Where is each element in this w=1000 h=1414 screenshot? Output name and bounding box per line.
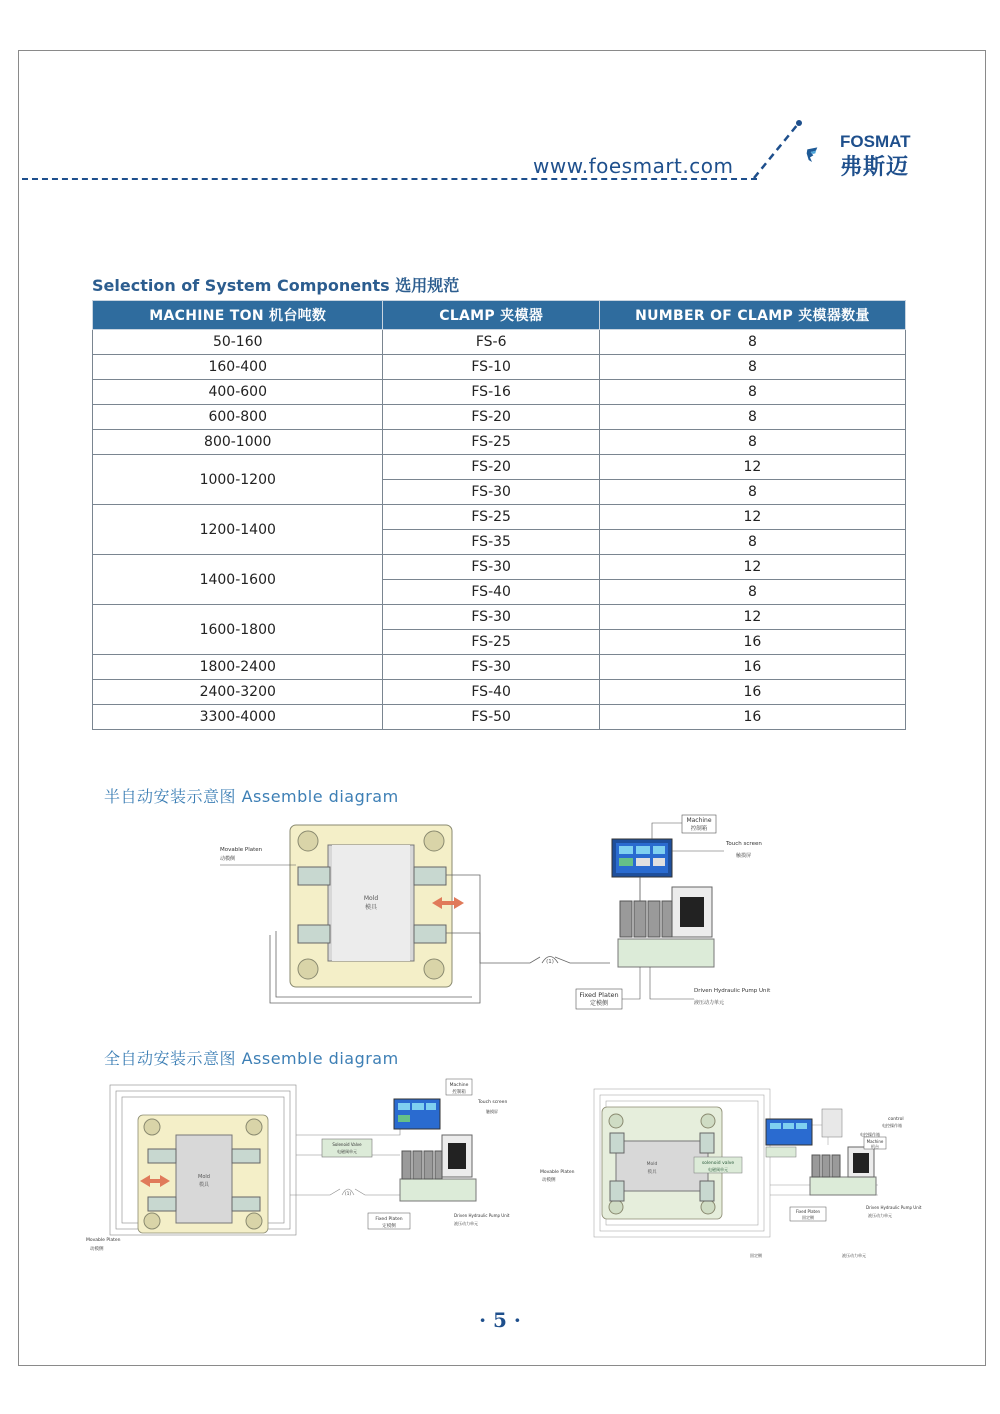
cell-clamp: FS-40 [383, 580, 599, 605]
label-fixed-platen: Fixed Platen [579, 991, 619, 999]
fa-right-label-bottom-left: 固定侧 [750, 1253, 762, 1258]
fa-left-label-solenoid: Solenoid Valve [332, 1142, 362, 1147]
fa-right-label-movable-platen-cn: 动模侧 [542, 1178, 556, 1183]
label-machine-cn: 控制箱 [690, 826, 708, 832]
table-row [93, 505, 906, 530]
page-number: · 5 · [479, 1308, 521, 1332]
label-mold: Mold [363, 895, 379, 902]
table-row [93, 330, 906, 355]
fa-right-label-fixed-platen: Fixed Platen [795, 1209, 821, 1214]
full-auto-diagram-left [80, 1075, 530, 1260]
fa-right-label-movable-platen: Movable Platen [540, 1170, 575, 1175]
cell-qty: 8 [599, 355, 905, 380]
fa-right-label-control: control [888, 1117, 904, 1122]
fa-right-label-mold-cn: 模具 [647, 1170, 657, 1175]
spec-section-title: Selection of System Components 选用规范 [92, 276, 460, 295]
label-machine: Machine [686, 817, 712, 824]
label-movable-platen: Movable Platen [220, 847, 263, 853]
fa-left-label-machine: Machine [449, 1083, 469, 1088]
cell-clamp: FS-6 [383, 330, 599, 355]
fa-left-label-pump-unit: Driven Hydraulic Pump Unit [454, 1213, 510, 1218]
spec-table-body [93, 330, 906, 730]
cell-machine-ton: 600-800 [93, 405, 383, 430]
cell-machine-ton: 400-600 [93, 380, 383, 405]
label-mold-cn: 模具 [364, 904, 378, 911]
table-row [93, 430, 906, 455]
cell-qty: 12 [599, 455, 905, 480]
cell-machine-ton: 50-160 [93, 330, 383, 355]
cell-clamp: FS-16 [383, 380, 599, 405]
fa-right-label-pump-unit: Driven Hydraulic Pump Unit [866, 1205, 922, 1210]
cell-qty: 8 [599, 330, 905, 355]
label-fixed-platen-cn: 定模侧 [589, 1000, 609, 1007]
cell-machine-ton: 1400-1600 [93, 555, 383, 605]
fa-right-label-machine-cn: 机台 [871, 1144, 879, 1149]
logo-text-cn: 弗斯迈 [840, 155, 910, 180]
spec-table-header [93, 301, 906, 330]
cell-clamp: FS-30 [383, 555, 599, 580]
cell-clamp: FS-30 [383, 655, 599, 680]
semi-auto-diagram [210, 805, 810, 1020]
fa-right-label-control2-cn: 电控操作箱 [860, 1132, 880, 1137]
cell-clamp: FS-30 [383, 605, 599, 630]
cell-clamp: FS-35 [383, 530, 599, 555]
table-row [93, 405, 906, 430]
fa-right-label-bottom-right: 液压动力单元 [842, 1253, 866, 1258]
cell-qty: 16 [599, 705, 905, 730]
spec-table [92, 300, 906, 730]
column-header-clamp: CLAMP 夹模器 [383, 301, 599, 330]
label-movable-platen-cn: 动模侧 [220, 856, 236, 862]
fa-left-label-fixed-platen-cn: 定模侧 [382, 1224, 396, 1229]
fa-left-label-movable-platen-cn: 动模侧 [90, 1247, 104, 1252]
cell-qty: 12 [599, 605, 905, 630]
cell-clamp: FS-20 [383, 455, 599, 480]
fa-right-label-mold: Mold [646, 1162, 658, 1167]
semi-auto-title: 半自动安装示意图 Assemble diagram [104, 787, 399, 806]
label-pump-unit: Driven Hydraulic Pump Unit [694, 988, 771, 994]
cell-clamp: FS-50 [383, 705, 599, 730]
cell-machine-ton: 2400-3200 [93, 680, 383, 705]
fa-right-label-control-cn: 电控操作箱 [882, 1123, 902, 1128]
cell-qty: 8 [599, 430, 905, 455]
fa-right-label-fixed-platen-cn: 固定侧 [802, 1215, 814, 1220]
cell-qty: 16 [599, 680, 905, 705]
cell-qty: 16 [599, 630, 905, 655]
fa-left-label-touch-screen: Touch screen [478, 1100, 508, 1105]
website-url[interactable]: www.foesmart.com [533, 154, 734, 178]
fa-right-label-solenoid-cn: 电磁阀单元 [708, 1167, 728, 1172]
fa-left-label-touch-screen-cn: 触摸屏 [486, 1109, 498, 1114]
table-row [93, 455, 906, 480]
label-pump-unit-cn: 液压动力单元 [694, 1000, 725, 1006]
logo-text-en: FOSMAT [840, 132, 911, 151]
cell-machine-ton: 1200-1400 [93, 505, 383, 555]
cell-clamp: FS-20 [383, 405, 599, 430]
fa-left-label-mold: Mold [198, 1174, 210, 1180]
cell-qty: 8 [599, 580, 905, 605]
cell-machine-ton: 160-400 [93, 355, 383, 380]
fa-left-label-mold-cn: 模具 [198, 1182, 210, 1188]
cell-qty: 12 [599, 505, 905, 530]
column-header-ton: MACHINE TON 机台吨数 [93, 301, 383, 330]
label-touch-screen: Touch screen [726, 841, 762, 847]
fa-left-label-pump-unit-cn: 液压动力单元 [454, 1221, 478, 1226]
fa-left-label-solenoid-cn: 电磁阀单元 [337, 1149, 357, 1154]
table-row [93, 705, 906, 730]
cell-qty: 8 [599, 380, 905, 405]
header-dashed-line [22, 178, 757, 180]
cell-machine-ton: 1800-2400 [93, 655, 383, 680]
table-row [93, 555, 906, 580]
fa-right-label-solenoid: solenoid valve [701, 1161, 735, 1166]
cell-qty: 8 [599, 530, 905, 555]
cell-machine-ton: 3300-4000 [93, 705, 383, 730]
fa-left-label-fixed-platen: Fixed Platen [375, 1217, 403, 1222]
full-auto-diagram-right [538, 1085, 938, 1265]
cell-qty: 12 [599, 555, 905, 580]
label-hose: (1) [546, 959, 554, 965]
full-auto-title: 全自动安装示意图 Assemble diagram [104, 1049, 399, 1068]
cell-machine-ton: 1000-1200 [93, 455, 383, 505]
table-row [93, 680, 906, 705]
cell-clamp: FS-40 [383, 680, 599, 705]
fa-left-label-hose: (1) [344, 1192, 352, 1197]
cell-clamp: FS-10 [383, 355, 599, 380]
table-row [93, 355, 906, 380]
cell-qty: 8 [599, 480, 905, 505]
cell-clamp: FS-25 [383, 430, 599, 455]
cell-qty: 16 [599, 655, 905, 680]
cell-machine-ton: 1600-1800 [93, 605, 383, 655]
cell-clamp: FS-25 [383, 505, 599, 530]
cell-clamp: FS-25 [383, 630, 599, 655]
cell-machine-ton: 800-1000 [93, 430, 383, 455]
cell-clamp: FS-30 [383, 480, 599, 505]
label-touch-screen-cn: 触摸屏 [736, 853, 752, 859]
table-row [93, 605, 906, 630]
fa-left-label-machine-cn: 控制箱 [452, 1090, 466, 1095]
cell-qty: 8 [599, 405, 905, 430]
fa-right-label-machine: Machine [866, 1139, 884, 1144]
fa-left-label-movable-platen: Movable Platen [86, 1238, 121, 1243]
fa-right-label-pump-unit-cn: 液压动力单元 [868, 1213, 892, 1218]
table-row [93, 380, 906, 405]
column-header-qty: NUMBER OF CLAMP 夹模器数量 [599, 301, 905, 330]
table-row [93, 655, 906, 680]
